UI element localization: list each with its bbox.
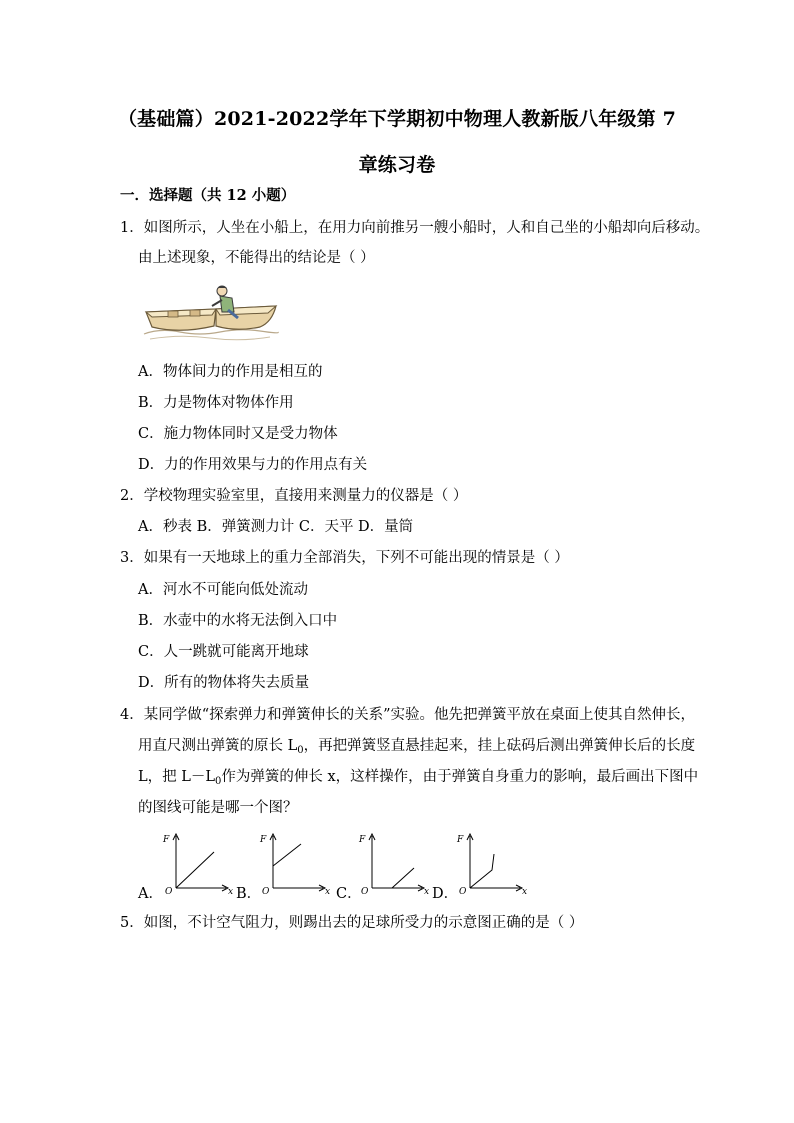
boat-illustration xyxy=(140,282,280,344)
page-title: （基础篇）2021-2022学年下学期初中物理人教新版八年级第 7 xyxy=(117,108,677,130)
question-1-stem-continued: 由上述现象，不能得出的结论是（ ） xyxy=(138,250,375,266)
graph-option-b xyxy=(257,830,333,896)
x-axis-label: x xyxy=(522,887,528,896)
question-3-stem: 3．如果有一天地球上的重力全部消失，下列不可能出现的情景是（ ） xyxy=(120,550,569,566)
graph-option-d xyxy=(454,830,530,896)
origin-label: O xyxy=(459,887,467,896)
origin-label: O xyxy=(262,887,270,896)
page-title-continued: 章练习卷 xyxy=(358,154,436,176)
subscript: 0 xyxy=(215,776,222,787)
question-3-option-c: C．人一跳就可能离开地球 xyxy=(138,644,309,660)
graph-option-c-label: C． xyxy=(336,886,362,902)
question-4-stem-line3: L，把 $L-L_0$作为弹簧的伸长 x，这样操作，由于弹簧自身重力的影响，最后画出下图中 xyxy=(138,769,699,787)
graph-option-d-label: D． xyxy=(432,886,459,902)
section-heading: 一．选择题（共 12 小题） xyxy=(120,187,296,204)
y-axis-label: F xyxy=(260,835,267,845)
origin-label: O xyxy=(361,887,369,896)
question-3-option-a: A．河水不可能向低处流动 xyxy=(138,582,308,598)
question-1-option-a: A．物体间力的作用是相互的 xyxy=(138,364,323,380)
question-3-option-b: B．水壶中的水将无法倒入口中 xyxy=(138,613,338,629)
y-axis-label: F xyxy=(457,835,464,845)
question-5-stem: 5．如图，不计空气阻力，则踢出去的足球所受力的示意图正确的是（ ） xyxy=(120,915,584,931)
graph-option-a-label: A． xyxy=(138,886,163,902)
origin-label: O xyxy=(165,887,173,896)
x-axis-label: x xyxy=(424,887,430,896)
question-1-stem: 1．如图所示，人坐在小船上，在用力向前推另一艘小船时，人和自己坐的小船却向后移动。 xyxy=(120,220,710,236)
question-4-stem-line4: 的图线可能是哪一个图？ xyxy=(138,800,298,816)
x-axis-label: x xyxy=(325,887,331,896)
graph-option-b-label: B． xyxy=(236,886,262,902)
subscript: 0 xyxy=(297,745,304,756)
question-2-stem: 2．学校物理实验室里，直接用来测量力的仪器是（ ） xyxy=(120,488,468,504)
x-axis-label: x xyxy=(228,887,234,896)
y-axis-label: F xyxy=(359,835,366,845)
question-2-options: A．秒表 B．弹簧测力计 C．天平 D．量筒 xyxy=(138,519,414,535)
graph-option-a xyxy=(160,830,236,896)
question-4-stem: 4．某同学做“探索弹力和弹簧伸长的关系”实验。他先把弹簧平放在桌面上使其自然伸长， xyxy=(120,707,696,723)
question-3-option-d: D．所有的物体将失去质量 xyxy=(138,675,310,691)
question-1-option-c: C．施力物体同时又是受力物体 xyxy=(138,426,338,442)
graph-option-c xyxy=(356,830,432,896)
question-4-stem-line2: 用直尺测出弹簧的原长 $L_0$，再把弹簧竖直悬挂起来，挂上砝码后测出弹簧伸长后的长度 xyxy=(138,738,696,756)
y-axis-label: F xyxy=(163,835,170,845)
question-1-option-d: D．力的作用效果与力的作用点有关 xyxy=(138,457,368,473)
question-1-option-b: B．力是物体对物体作用 xyxy=(138,395,294,411)
